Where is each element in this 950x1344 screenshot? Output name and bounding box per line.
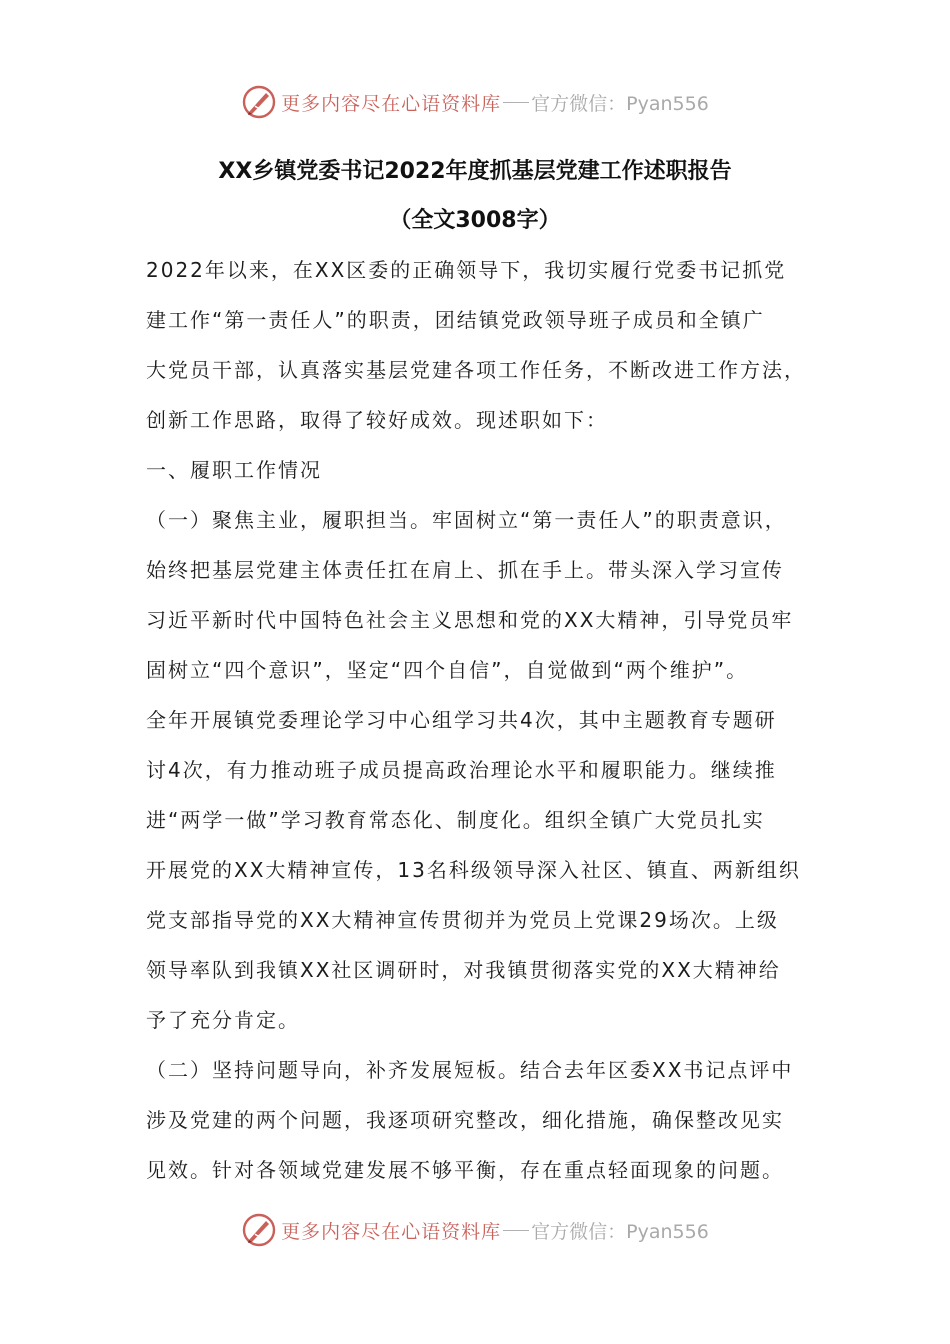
body-line: 始终把基层党建主体责任扛在肩上、抓在手上。带头深入学习宣传 [146,558,784,582]
watermark-brand-text: 更多内容尽在心语资料库 [281,1220,502,1243]
body-line: 固树立“四个意识”，坚定“四个自信”，自觉做到“两个维护”。 [146,658,749,682]
body-line: 2022年以来，在XX区委的正确领导下，我切实履行党委书记抓党 [146,258,787,282]
body-line: 进“两学一做”学习教育常态化、制度化。组织全镇广大党员扎实 [146,808,765,832]
watermark-official-text: 官方微信：Pyan556 [531,1220,709,1243]
watermark-brand-text: 更多内容尽在心语资料库 [281,92,502,115]
watermark-dash [503,1230,529,1231]
header-watermark [0,82,950,122]
document-title: XX乡镇党委书记2022年度抓基层党建工作述职报告 [218,159,732,184]
body-line: 大党员干部，认真落实基层党建各项工作任务，不断改进工作方法， [146,358,806,382]
body-line: 开展党的XX大精神宣传，13名科级领导深入社区、镇直、两新组织 [146,858,801,882]
body-line: 领导率队到我镇XX社区调研时，对我镇贯彻落实党的XX大精神给 [146,958,781,982]
document-body [146,250,826,1200]
pen-logo-icon [241,1212,277,1248]
body-line: 创新工作思路，取得了较好成效。现述职如下： [146,408,608,432]
document-subtitle: （全文3008字） [389,208,561,233]
body-line: 见效。针对各领域党建发展不够平衡，存在重点轻面现象的问题。 [146,1158,784,1182]
body-line: 建工作“第一责任人”的职责，团结镇党政领导班子成员和全镇广 [146,308,765,332]
body-line: 全年开展镇党委理论学习中心组学习共4次，其中主题教育专题研 [146,708,777,732]
body-line: 予了充分肯定。 [146,1008,300,1032]
body-line: （二）坚持问题导向，补齐发展短板。结合去年区委XX书记点评中 [146,1058,794,1082]
body-line: 涉及党建的两个问题，我逐项研究整改，细化措施，确保整改见实 [146,1108,784,1132]
watermark-dash [503,102,529,103]
body-line: 习近平新时代中国特色社会主义思想和党的XX大精神，引导党员牢 [146,608,794,632]
body-line: 党支部指导党的XX大精神宣传贯彻并为党员上党课29场次。上级 [146,908,779,932]
pen-logo-icon [241,84,277,120]
section-heading: 一、履职工作情况 [146,458,322,482]
watermark-official-text: 官方微信：Pyan556 [531,92,709,115]
body-line: （一）聚焦主业，履职担当。牢固树立“第一责任人”的职责意识， [146,508,787,532]
body-line: 讨4次，有力推动班子成员提高政治理论水平和履职能力。继续推 [146,758,777,782]
footer-watermark [0,1210,950,1250]
